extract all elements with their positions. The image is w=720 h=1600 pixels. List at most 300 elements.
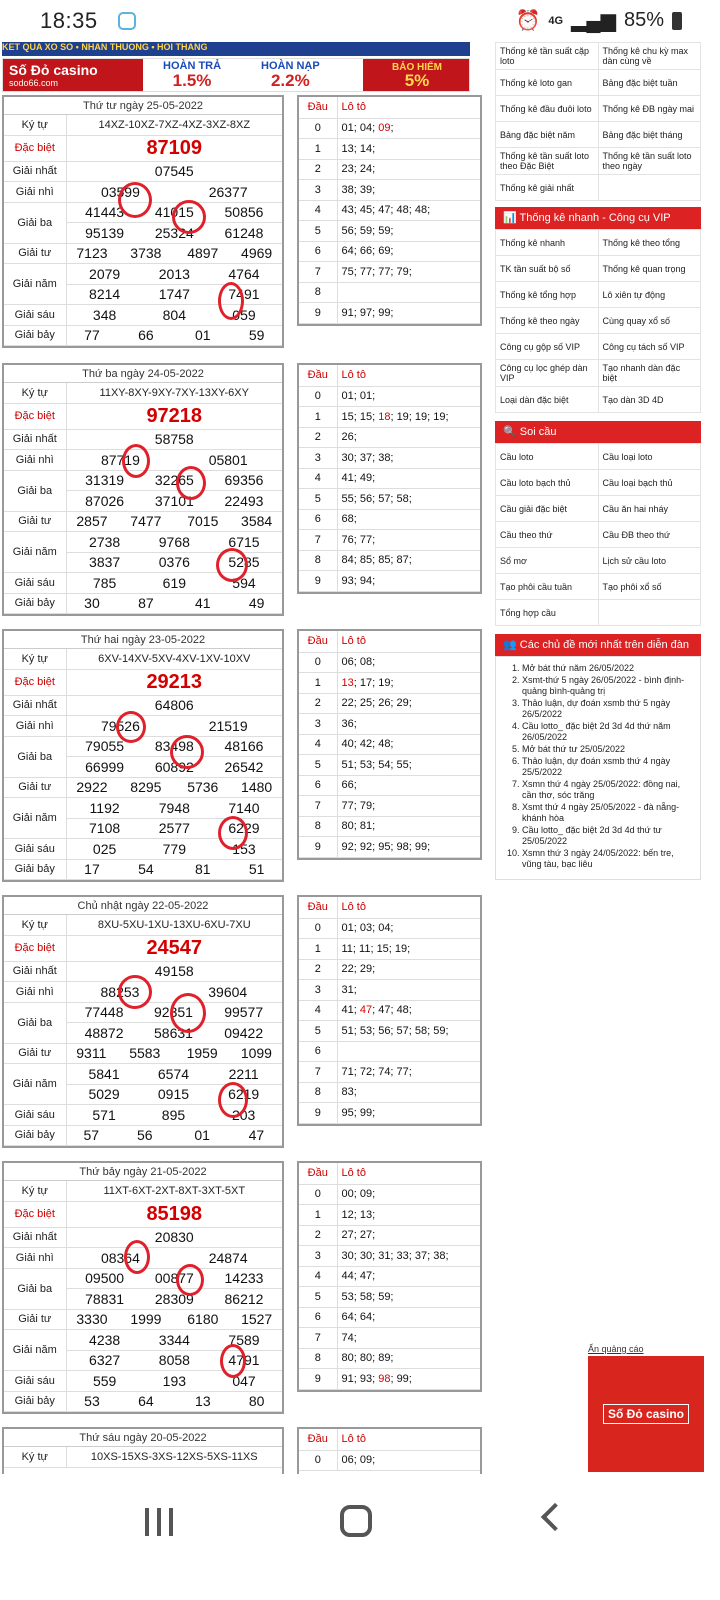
loto-numbers: 71; 72; 74; 77; (337, 1062, 480, 1083)
loto-numbers: 75; 77; 77; 79; (337, 262, 480, 283)
prize-number: 6327 (66, 1350, 143, 1371)
prize-label: Giải nhất (4, 429, 66, 450)
sidebar-link[interactable]: Thống kê ĐB ngày mai (598, 96, 701, 122)
sidebar-link[interactable]: Thống kê theo ngày (496, 308, 599, 334)
insurance-label: BẢO HIỂM (392, 62, 442, 73)
loto-head: 0 (299, 1184, 337, 1205)
loto-table (297, 895, 482, 1126)
prize-label: Đặc biệt (4, 135, 66, 161)
sidebar-link[interactable]: Thống kê tần suất loto theo ngày (598, 148, 701, 175)
prize-number: 30 (66, 593, 117, 614)
sidebar-link (598, 600, 701, 626)
prize-number: 3330 (66, 1309, 117, 1330)
hide-ad-link[interactable]: Ẩn quảng cáo (588, 1344, 644, 1354)
loto-head: 7 (299, 262, 337, 283)
prize-label: Giải ba (4, 736, 66, 777)
alarm-icon: ⏰ (515, 10, 541, 32)
prize-number: 4764 (206, 264, 282, 285)
forum-topic[interactable]: 9. Cầu lotto_ đặc biệt 2d 3d 4d thứ tư 25/05/2022 (522, 825, 692, 847)
prize-number: 059 (206, 305, 282, 326)
ky-tu-codes: 11XT-6XT-2XT-8XT-3XT-5XT (66, 1181, 282, 1201)
loto-numbers-label: Lô tô (337, 897, 480, 918)
prize-number: 01 (174, 325, 231, 346)
prize-number: 53 (66, 1391, 117, 1412)
forum-topic[interactable]: 6. Thảo luận, dự đoán xsmb thứ 4 ngày 25/5/2022 (522, 756, 692, 778)
prize-label: Giải năm (4, 1330, 66, 1371)
prize-label: Giải tư (4, 777, 66, 798)
prize-label: Ký tự (4, 383, 66, 403)
prize-number: 13 (174, 1391, 231, 1412)
prize-label: Giải nhì (4, 1248, 66, 1269)
loto-head: 0 (299, 1450, 337, 1471)
sidebar-link[interactable]: Cầu giải đặc biệt (496, 496, 599, 522)
sidebar-link[interactable]: Tạo phôi cầu tuần (496, 574, 599, 600)
loto-head: 4 (299, 1266, 337, 1287)
sidebar-link[interactable]: Công cụ gộp số VIP (496, 334, 599, 360)
prize-number: 32265 (143, 470, 206, 491)
prize-number: 41015 (143, 202, 206, 223)
forum-topic[interactable]: 4. Cầu lotto_ đặc biệt 2d 3d 4d thứ năm 26/05/2022 (522, 721, 692, 743)
loto-head: 8 (299, 1348, 337, 1369)
loto-table (297, 95, 482, 326)
casino-banner[interactable] (2, 58, 470, 92)
loto-numbers: 13; 14; (337, 139, 480, 160)
sidebar-link[interactable]: Cầu ĐB theo thứ (598, 522, 701, 548)
loto-numbers: 12; 13; (337, 1205, 480, 1226)
prize-number: 2079 (66, 264, 143, 285)
loto-numbers: 66; (337, 775, 480, 796)
sidebar-link[interactable]: Thống kê tần suất loto theo Đặc Biệt (496, 148, 599, 175)
prize-number: 2211 (205, 1064, 282, 1085)
prize-label: Giải nhì (4, 450, 66, 471)
loto-numbers: 68; (337, 509, 480, 530)
result-table (2, 1427, 284, 1474)
loto-numbers: 53; 58; 59; (337, 1287, 480, 1308)
prize-number: 7948 (143, 798, 206, 819)
prize-label: Đặc biệt (4, 669, 66, 695)
prize-number: 66 (117, 325, 174, 346)
ky-tu-codes: 14XZ-10XZ-7XZ-4XZ-3XZ-8XZ (66, 115, 282, 135)
prize-number: 7589 (206, 1330, 282, 1351)
loto-head: 9 (299, 303, 337, 324)
prize-label: Ký tự (4, 1447, 66, 1467)
prize-label: Giải nhất (4, 161, 66, 182)
prize-number: 58631 (142, 1023, 206, 1044)
prize-label: Đặc biệt (4, 935, 66, 961)
loto-numbers: 13; 17; 19; (337, 673, 480, 694)
prize-number: 60892 (143, 757, 206, 778)
prize-label: Giải sáu (4, 1371, 66, 1392)
loto-head: 5 (299, 1287, 337, 1308)
prize-number: 9311 (66, 1043, 116, 1064)
promo-deposit (261, 60, 320, 90)
loto-head: 1 (299, 139, 337, 160)
loto-head: 2 (299, 959, 337, 980)
loto-head: 9 (299, 837, 337, 858)
sidebar-link[interactable]: Cầu ăn hai nháy (598, 496, 701, 522)
prize-number: 047 (206, 1371, 282, 1392)
loto-head: 5 (299, 1021, 337, 1042)
loto-numbers: 41; 49; (337, 468, 480, 489)
prize-number: 3738 (117, 243, 174, 264)
loto-numbers (337, 282, 480, 303)
loto-numbers: 27; 27; (337, 1225, 480, 1246)
prize-label: Giải sáu (4, 573, 66, 594)
loto-numbers: 22; 25; 26; 29; (337, 693, 480, 714)
ad-box[interactable] (588, 1356, 704, 1472)
sidebar-link[interactable]: Thống kê đầu đuôi loto (496, 96, 599, 122)
prize-number: 95139 (66, 223, 143, 244)
loto-numbers: 30; 30; 31; 33; 37; 38; (337, 1246, 480, 1267)
loto-head: 2 (299, 693, 337, 714)
sidebar-link[interactable]: Sổ mơ (496, 548, 599, 574)
prize-number: 26377 (174, 182, 282, 203)
prize-number: 1192 (66, 798, 143, 819)
loto-numbers: 36; (337, 714, 480, 735)
prize-number: 1480 (231, 777, 282, 798)
sidebar-link[interactable]: Cầu theo thứ (496, 522, 599, 548)
prize-number: 07545 (66, 161, 282, 182)
loto-head: 7 (299, 796, 337, 817)
prize-number: 6229 (206, 818, 282, 839)
prize-label: Giải sáu (4, 305, 66, 326)
sidebar-link[interactable]: Thống kê chu kỳ max dàn cùng về (598, 43, 701, 70)
prize-number: 87719 (66, 450, 174, 471)
prize-label: Giải bảy (4, 593, 66, 614)
top-banner[interactable] (2, 42, 470, 56)
prize-number: 619 (143, 573, 206, 594)
sidebar-link[interactable]: Tạo phôi xổ số (598, 574, 701, 600)
result-date: Chủ nhật ngày 22-05-2022 (4, 897, 282, 915)
sidebar-link[interactable]: Thống kê theo tổng (598, 230, 701, 256)
prize-number: 77 (66, 325, 117, 346)
loto-head: 5 (299, 221, 337, 242)
prize-label: Ký tự (4, 115, 66, 135)
prize-label: Giải năm (4, 264, 66, 305)
webpage[interactable] (0, 42, 720, 1474)
prize-number: 785 (66, 573, 143, 594)
prize-number: 025 (66, 839, 143, 860)
forum-topic[interactable]: 8. Xsmt thứ 4 ngày 25/05/2022 - đà nẵng-khánh hòa (522, 802, 692, 824)
android-nav-bar (0, 1474, 720, 1600)
sidebar-link[interactable]: Thống kê giải nhất (496, 175, 599, 201)
loto-head: 3 (299, 448, 337, 469)
promo-refund-label: HOÀN TRẢ (163, 60, 222, 72)
result-table (2, 95, 284, 348)
prize-number: 08364 (66, 1248, 174, 1269)
prize-number: 895 (142, 1105, 206, 1126)
forum-topic[interactable]: 5. Mở bát thứ tư 25/05/2022 (522, 744, 692, 755)
prize-number: 56 (116, 1125, 173, 1146)
top-banner-text: KET QUA XO SO • NHAN THUONG • HOI THANG (2, 42, 208, 52)
clock: 18:35 (40, 8, 98, 33)
prize-number: 7477 (117, 511, 174, 532)
recent-apps-button[interactable] (145, 1508, 175, 1536)
prize-number: 26542 (206, 757, 282, 778)
loto-head-label: Đầu (299, 1429, 337, 1450)
forum-header: 👥 Các chủ đề mới nhất trên diễn đàn (495, 634, 701, 656)
prize-label: Giải bảy (4, 1125, 66, 1146)
prize-number: 193 (143, 1371, 206, 1392)
result-date: Thứ ba ngày 24-05-2022 (4, 365, 282, 383)
prize-number: 5285 (206, 552, 282, 573)
prize-number: 5029 (66, 1084, 142, 1105)
prize-number: 9768 (143, 532, 206, 553)
sidebar-link[interactable]: Cầu loại loto (598, 444, 701, 470)
prize-number: 09422 (205, 1023, 282, 1044)
prize-number: 09500 (66, 1268, 143, 1289)
loto-head: 2 (299, 427, 337, 448)
loto-numbers: 01; 03; 04; (337, 918, 480, 939)
loto-head: 6 (299, 775, 337, 796)
loto-table (297, 1427, 482, 1474)
sidebar-link[interactable]: Tạo dàn 3D 4D (598, 387, 701, 413)
prize-number: 54 (117, 859, 174, 880)
loto-numbers: 80; 81; (337, 816, 480, 837)
prize-number: 0915 (142, 1084, 206, 1105)
sidebar-link[interactable]: Bảng đặc biệt tuần (598, 70, 701, 96)
prize-number: 69356 (206, 470, 282, 491)
forum-topic[interactable]: 10. Xsmn thứ 3 ngày 24/05/2022: bến tre, vũng tàu, bạc liêu (522, 848, 692, 870)
prize-number: 64806 (66, 695, 282, 716)
loto-head: 8 (299, 550, 337, 571)
loto-head: 4 (299, 734, 337, 755)
soicau-grid (495, 443, 701, 626)
forum-topic[interactable]: 1. Mở bát thứ năm 26/05/2022 (522, 663, 692, 674)
loto-numbers-label: Lô tô (337, 1429, 480, 1450)
loto-numbers: 00; 09; (337, 1184, 480, 1205)
prize-number: 6715 (206, 532, 282, 553)
prize-number: 571 (66, 1105, 142, 1126)
prize-number: 1099 (231, 1043, 282, 1064)
ky-tu-codes: 10XS-15XS-3XS-12XS-5XS-11XS (66, 1447, 282, 1467)
prize-number: 61248 (206, 223, 282, 244)
loto-table (297, 1161, 482, 1392)
prize-label: Giải tư (4, 1309, 66, 1330)
prize-number: 203 (205, 1105, 282, 1126)
sidebar-link[interactable]: Tổng hợp cầu (496, 600, 599, 626)
loto-head: 2 (299, 159, 337, 180)
prize-number: 41 (174, 593, 231, 614)
sidebar-link[interactable]: Tạo nhanh dàn đặc biệt (598, 360, 701, 387)
sidebar-link[interactable]: Lô xiên tự động (598, 282, 701, 308)
sidebar-link[interactable]: Thống kê quan trọng (598, 256, 701, 282)
prize-number: 7015 (174, 511, 231, 532)
prize-label: Giải ba (4, 202, 66, 243)
loto-head: 3 (299, 980, 337, 1001)
loto-numbers: 31; (337, 980, 480, 1001)
prize-number: 41443 (66, 202, 143, 223)
loto-head: 3 (299, 1246, 337, 1267)
loto-numbers: 83; (337, 1082, 480, 1103)
loto-numbers: 43; 45; 47; 48; 48; (337, 200, 480, 221)
loto-numbers-label: Lô tô (337, 1163, 480, 1184)
loto-numbers: 64; 66; 69; (337, 241, 480, 262)
prize-number: 92351 (142, 1002, 206, 1023)
prize-number: 51 (231, 859, 282, 880)
sidebar-link[interactable]: Lịch sử cầu loto (598, 548, 701, 574)
sidebar-link[interactable]: Thống kê tổng hợp (496, 282, 599, 308)
result-date: Thứ sáu ngày 20-05-2022 (4, 1429, 282, 1447)
status-icons (515, 8, 682, 33)
sidebar-link[interactable]: TK tần suất bộ số (496, 256, 599, 282)
loto-numbers (337, 1041, 480, 1062)
forum-topic[interactable]: 7. Xsmn thứ 4 ngày 25/05/2022: đồng nai, cần thơ, sóc trăng (522, 779, 692, 801)
loto-head: 3 (299, 714, 337, 735)
status-bar (0, 0, 720, 42)
loto-numbers: 06; 09; (337, 1450, 480, 1471)
loto-numbers: 92; 92; 95; 98; 99; (337, 837, 480, 858)
prize-number: 03599 (66, 182, 174, 203)
prize-number: 6574 (142, 1064, 206, 1085)
result-table (2, 363, 284, 616)
loto-head: 9 (299, 1103, 337, 1124)
app-notification-icon (118, 12, 136, 30)
prize-label: Ký tự (4, 649, 66, 669)
prize-label: Giải tư (4, 511, 66, 532)
loto-numbers: 84; 85; 85; 87; (337, 550, 480, 571)
sidebar-link[interactable]: Cầu loại bạch thủ (598, 470, 701, 496)
prize-number: 559 (66, 1371, 143, 1392)
signal-icon: ▂▄▆ (571, 10, 616, 32)
prize-label: Giải nhất (4, 961, 66, 982)
prize-number: 594 (206, 573, 282, 594)
prize-number: 2922 (66, 777, 117, 798)
sidebar-link[interactable]: Bảng đặc biệt tháng (598, 122, 701, 148)
result-table (2, 1161, 284, 1414)
prize-number: 86212 (206, 1289, 282, 1310)
sidebar-link[interactable]: Cùng quay xổ số (598, 308, 701, 334)
sidebar-link[interactable]: Công cụ tách số VIP (598, 334, 701, 360)
loto-numbers: 91; 97; 99; (337, 303, 480, 324)
prize-label: Giải bảy (4, 325, 66, 346)
prize-number: 153 (206, 839, 282, 860)
prize-label: Giải tư (4, 243, 66, 264)
prize-number: 1527 (231, 1309, 282, 1330)
loto-numbers: 55; 56; 57; 58; (337, 489, 480, 510)
prize-number: 2738 (66, 532, 143, 553)
ky-tu-codes: 8XU-5XU-1XU-13XU-6XU-7XU (66, 915, 282, 935)
sidebar-link[interactable]: Bảng đặc biệt năm (496, 122, 599, 148)
prize-number: 3584 (231, 511, 282, 532)
prize-number: 804 (143, 305, 206, 326)
special-prize: 85198 (66, 1201, 282, 1227)
sidebar-link[interactable]: Công cụ lọc ghép dàn VIP (496, 360, 599, 387)
prize-number: 21519 (174, 716, 282, 737)
prize-number: 79055 (66, 736, 143, 757)
loto-numbers: 41; 47; 47; 48; (337, 1000, 480, 1021)
home-button[interactable] (340, 1505, 372, 1537)
promo-refund (163, 60, 221, 90)
prize-number: 4897 (174, 243, 231, 264)
prize-label: Giải năm (4, 798, 66, 839)
prize-number: 64 (117, 1391, 174, 1412)
loto-head: 1 (299, 673, 337, 694)
result-table (2, 895, 284, 1148)
prize-label: Giải nhì (4, 982, 66, 1003)
prize-number: 79526 (66, 716, 174, 737)
prize-label: Giải ba (4, 470, 66, 511)
loto-numbers: 11; 11; 15; 19; (337, 939, 480, 960)
prize-label: Đặc biệt (4, 403, 66, 429)
prize-number: 8058 (143, 1350, 206, 1371)
back-button[interactable] (541, 1503, 569, 1531)
prize-number: 4238 (66, 1330, 143, 1351)
prize-label: Giải bảy (4, 1391, 66, 1412)
loto-numbers: 23; 24; (337, 159, 480, 180)
forum-topic[interactable]: 2. Xsmt-thứ 5 ngày 26/05/2022 - bình định-quảng bình-quảng trị (522, 675, 692, 697)
loto-head: 2 (299, 1225, 337, 1246)
sidebar-link[interactable]: Thống kê nhanh (496, 230, 599, 256)
loto-numbers: 76; 77; (337, 530, 480, 551)
prize-number: 48872 (66, 1023, 142, 1044)
loto-head: 0 (299, 652, 337, 673)
special-prize: 87109 (66, 135, 282, 161)
prize-number: 7491 (206, 284, 282, 305)
sidebar-link[interactable]: Cầu loto bạch thủ (496, 470, 599, 496)
loto-head: 7 (299, 1062, 337, 1083)
loto-head: 4 (299, 1000, 337, 1021)
prize-number: 28309 (143, 1289, 206, 1310)
stats-grid (495, 42, 701, 201)
banner-logo (9, 62, 98, 88)
prize-number: 5736 (174, 777, 231, 798)
promo-deposit-label: HOÀN NẠP (261, 60, 320, 72)
sidebar-link[interactable]: Cầu loto (496, 444, 599, 470)
result-table (2, 629, 284, 882)
sidebar-link[interactable]: Thống kê tần suất cặp loto (496, 43, 599, 70)
prize-number: 47 (231, 1125, 282, 1146)
loto-numbers: 74; (337, 1328, 480, 1349)
loto-head: 5 (299, 489, 337, 510)
insurance-badge (367, 63, 467, 89)
loto-numbers: 91; 93; 98; 99; (337, 1369, 480, 1390)
prize-number: 83498 (143, 736, 206, 757)
sidebar-link[interactable]: Loại dàn đặc biệt (496, 387, 599, 413)
prize-number: 5583 (116, 1043, 173, 1064)
loto-numbers: 95; 99; (337, 1103, 480, 1124)
prize-number: 39604 (173, 982, 282, 1003)
ad-logo: Số Đỏ casino (603, 1404, 689, 1424)
prize-number: 779 (143, 839, 206, 860)
sidebar-link (598, 175, 701, 201)
loto-head: 9 (299, 1369, 337, 1390)
loto-numbers: 40; 42; 48; (337, 734, 480, 755)
loto-numbers: 44; 47; (337, 1266, 480, 1287)
loto-head: 7 (299, 1328, 337, 1349)
prize-number: 78831 (66, 1289, 143, 1310)
prize-label: Đặc biệt (4, 1201, 66, 1227)
loto-numbers: 06; 08; (337, 652, 480, 673)
sidebar-link[interactable]: Thống kê loto gan (496, 70, 599, 96)
prize-label: Giải bảy (4, 859, 66, 880)
sidebar (495, 42, 701, 880)
loto-head: 8 (299, 282, 337, 303)
prize-label: Ký tự (4, 915, 66, 935)
ky-tu-codes: 11XY-8XY-9XY-7XY-13XY-6XY (66, 383, 282, 403)
promo-refund-value: 1.5% (172, 71, 212, 90)
prize-label: Giải ba (4, 1268, 66, 1309)
forum-topic[interactable]: 3. Thảo luận, dự đoán xsmb thứ 5 ngày 26/5/2022 (522, 698, 692, 720)
prize-number: 77448 (66, 1002, 142, 1023)
loto-head: 1 (299, 1205, 337, 1226)
loto-head: 0 (299, 918, 337, 939)
loto-head: 9 (299, 571, 337, 592)
loto-numbers: 01; 04; 09; (337, 118, 480, 139)
insurance-value: 5% (404, 71, 430, 90)
prize-label: Ký tự (4, 1181, 66, 1201)
prize-label: Giải sáu (4, 839, 66, 860)
